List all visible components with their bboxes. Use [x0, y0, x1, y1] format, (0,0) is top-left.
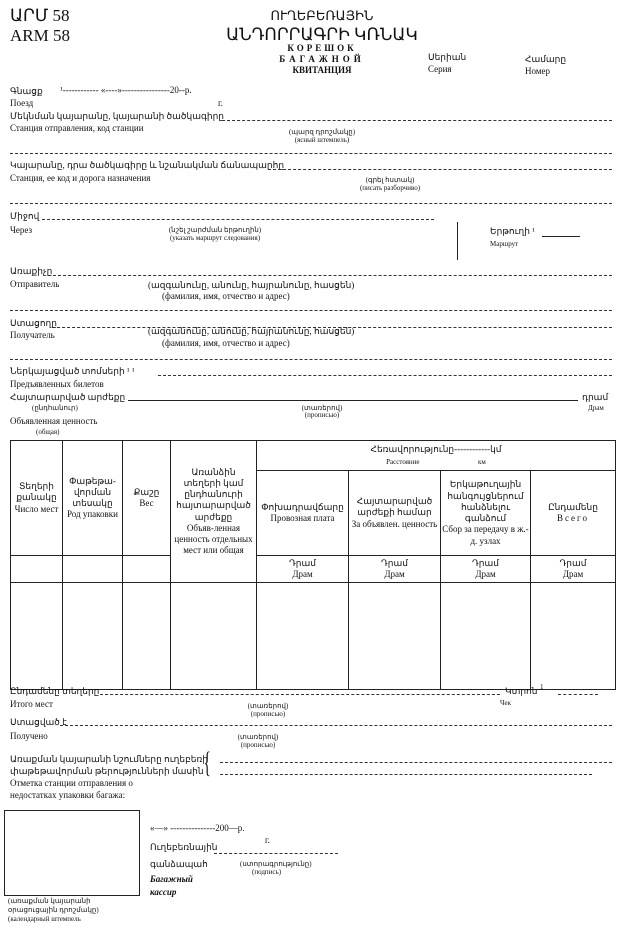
distance-cell: Հեռավորությունը------------կմ Расстояние км	[257, 441, 616, 471]
cell-weight[interactable]	[123, 583, 171, 690]
declared-value-label: Հայտարարված արժեքը	[10, 392, 126, 402]
check-label: Կտրոն	[505, 686, 538, 696]
sender-hint-ru: (фамилия, имя, отчество и адрес)	[162, 291, 290, 301]
total-places-field[interactable]	[100, 694, 500, 695]
title-ru1: КОРЕШОК	[287, 43, 357, 53]
cell-declared-value[interactable]	[171, 583, 257, 690]
signature-hint-am: (ստորագրությունը)	[240, 860, 312, 868]
total-places-label: Ընդամենը տեղերը	[10, 686, 100, 696]
departure-hint-ru: (ясный штемпель)	[294, 136, 350, 144]
series-label-ru: Серия	[428, 64, 452, 74]
packaging-note-am2: փաթեթավորման թերությունների մասին	[10, 766, 204, 776]
baggage-table	[10, 440, 616, 690]
declared-currency-ru: Драм	[588, 404, 604, 412]
title-ru2: БАГАЖНОЙ	[279, 54, 365, 64]
sender-field[interactable]	[48, 275, 612, 276]
divider	[10, 153, 612, 154]
declared-value-field[interactable]	[128, 400, 578, 401]
train-label: Գնացք	[10, 86, 43, 96]
col-declared-value: Առանձին տեղերի կամ ընդհանուրի հայտարարված արժեքը Объяв-ленная ценность отдельных мест или общая	[171, 441, 257, 583]
tickets-label-ru: Предъявленных билетов	[10, 379, 104, 389]
stamp-caption-am1: (առաքման կայարանի	[8, 897, 91, 905]
sender-label: Առաքիչը	[10, 266, 53, 276]
recipient-label-ru: Получатель	[10, 330, 55, 340]
cashier-label-ru2: кассир	[150, 887, 177, 897]
declared-sub-am: (ընդհանուր)	[32, 404, 78, 412]
departure-hint-am: (պարզ դրոշմակը)	[288, 128, 356, 136]
departure-label: Մեկնման կայարանը, կայարանի ծածկագիրը	[10, 111, 225, 121]
train-date-field[interactable]: ¹------------ «----»----------------20--р.	[60, 85, 192, 95]
table-row[interactable]	[11, 583, 616, 690]
col-weight: Քաշը Вес	[123, 441, 171, 556]
unit-cell: Դրամ Драм	[531, 556, 616, 583]
declared-words-ru: (прописью)	[304, 411, 340, 419]
year-suffix: г.	[218, 98, 223, 108]
cashier-label-ru1: Багажный	[150, 874, 193, 884]
empty-cell	[63, 556, 123, 583]
declared-words-am: (տառերով)	[301, 404, 343, 412]
stamp-caption-am2: օրացուցային դրոշմակը)	[8, 906, 99, 914]
total-places-label-ru: Итого мест	[10, 699, 53, 709]
packaging-field-1[interactable]	[220, 762, 612, 763]
number-label-am: Համարը	[525, 54, 567, 64]
check-label-ru: Чек	[500, 699, 512, 707]
signature-hint-ru: (подпись)	[252, 868, 282, 876]
destination-field[interactable]	[268, 169, 612, 170]
title-ru3: КВИТАНЦИЯ	[292, 65, 352, 75]
form-code-en: ARM 58	[10, 26, 70, 45]
packaging-note-am1: Առաքման կայարանի նշումները ուղեբեռի	[10, 754, 209, 764]
total-words-am: (տառերով)	[247, 702, 289, 710]
col-value-fee: Հայտարարված արժեքի համար За объявлен. ценность	[349, 471, 441, 556]
tickets-label: Ներկայացված տոմսերի ¹ ¹	[10, 366, 135, 376]
recipient-hint-ru: (фамилия, имя, отчество и адрес)	[162, 338, 290, 348]
unit-cell: Դրամ Драм	[441, 556, 531, 583]
col-places: Տեղերի քանակը Число мест	[11, 441, 63, 556]
departure-label-ru: Станция отправления, код станции	[10, 123, 144, 133]
via-label: Միջով	[10, 211, 40, 221]
received-field[interactable]	[60, 725, 612, 726]
recipient-hint-am: (ազգանունը, անունը, հայրանունը, հասցեն)	[148, 326, 355, 336]
route-label: Երթուղի ¹	[490, 226, 535, 236]
received-label: Ստացված է	[10, 717, 67, 727]
via-label-ru: Через	[10, 225, 33, 235]
declared-sub-ru: (общая)	[36, 428, 60, 436]
destination-hint-ru: (писать разборчиво)	[359, 184, 421, 192]
cell-freight[interactable]	[257, 583, 349, 690]
route-label-ru: Маршрут	[490, 240, 519, 248]
recipient-label: Ստացողը	[10, 318, 57, 328]
received-label-ru: Получено	[10, 731, 48, 741]
destination-label-ru: Станция, ее код и дорога назначения	[10, 173, 151, 183]
via-field[interactable]	[42, 219, 434, 220]
check-field[interactable]	[558, 694, 598, 695]
divider	[10, 310, 612, 311]
received-words-ru: (прописью)	[240, 741, 276, 749]
title-line2: ԱՆԴՈՐՐԱԳՐԻ ԿՌՆԱԿ	[226, 25, 418, 44]
departure-field[interactable]	[222, 120, 612, 121]
divider	[10, 359, 612, 360]
via-hint-am: (նշել շարժման երթուղին)	[168, 226, 262, 234]
train-label-ru: Поезд	[10, 98, 34, 108]
sender-label-ru: Отправитель	[10, 279, 60, 289]
brace-icon: {	[203, 746, 211, 779]
col-total: Ընդամենը Всего	[531, 471, 616, 556]
calendar-stamp-box[interactable]	[4, 810, 140, 896]
title-line1: ՈՒՂԵԲԵՌԱՅԻՆ	[270, 8, 374, 23]
cell-places[interactable]	[11, 583, 63, 690]
col-freight: Փոխադրավճարը Провозная плата	[257, 471, 349, 556]
series-label-am: Սերիան	[428, 52, 467, 62]
col-packaging: Փաթեթա-վորման տեսակը Род упаковки	[63, 441, 123, 556]
unit-cell: Դրամ Драм	[257, 556, 349, 583]
cell-total[interactable]	[531, 583, 616, 690]
cell-value-fee[interactable]	[349, 583, 441, 690]
empty-cell	[11, 556, 63, 583]
cashier-label-am2: գանձապահ	[150, 859, 208, 869]
via-hint-ru: (указать маршрут следования)	[169, 234, 261, 242]
divider	[10, 203, 612, 204]
cashier-date-field[interactable]: «—» ---------------200—р.	[150, 823, 245, 833]
stamp-caption-ru: (календарный штемпель	[8, 915, 81, 923]
total-words-ru: (прописью)	[250, 710, 286, 718]
unit-cell: Դրամ Драм	[349, 556, 441, 583]
signature-field[interactable]	[214, 853, 338, 854]
tickets-field[interactable]	[158, 375, 612, 376]
destination-hint-am: (գրել հստակ)	[365, 176, 415, 184]
empty-cell	[123, 556, 171, 583]
cell-junction-fee[interactable]	[441, 583, 531, 690]
declared-currency-am: դրամ	[582, 392, 609, 402]
cell-packaging[interactable]	[63, 583, 123, 690]
cashier-year-suffix: г.	[265, 835, 270, 845]
form-code-am: ԱՐՄ 58	[10, 6, 70, 25]
packaging-note-ru1: Отметка станции отправления о	[10, 778, 133, 788]
number-label-ru: Номер	[525, 66, 551, 76]
route-field[interactable]	[542, 236, 580, 237]
packaging-note-ru2: недостатках упаковки багажа:	[10, 790, 126, 800]
sender-hint-am: (ազգանունը, անունը, հայրանունը, հասցեն)	[148, 280, 355, 290]
declared-value-label-ru: Объявленная ценность	[10, 416, 98, 426]
destination-label: Կայարանը, դրա ծածկագիրը և նշանակման ճանապարհը	[10, 160, 285, 170]
cashier-label-am1: Ուղեբեռնային	[150, 842, 218, 852]
route-divider	[457, 222, 458, 260]
packaging-field-2[interactable]	[220, 774, 592, 775]
col-junction-fee: Երկաթուղային հանգույցներում հանձնելու գանձում Сбор за передачу в ж.-д. узлах	[441, 471, 531, 556]
check-footnote: 1	[540, 683, 544, 691]
received-words-am: (տառերով)	[237, 733, 279, 741]
